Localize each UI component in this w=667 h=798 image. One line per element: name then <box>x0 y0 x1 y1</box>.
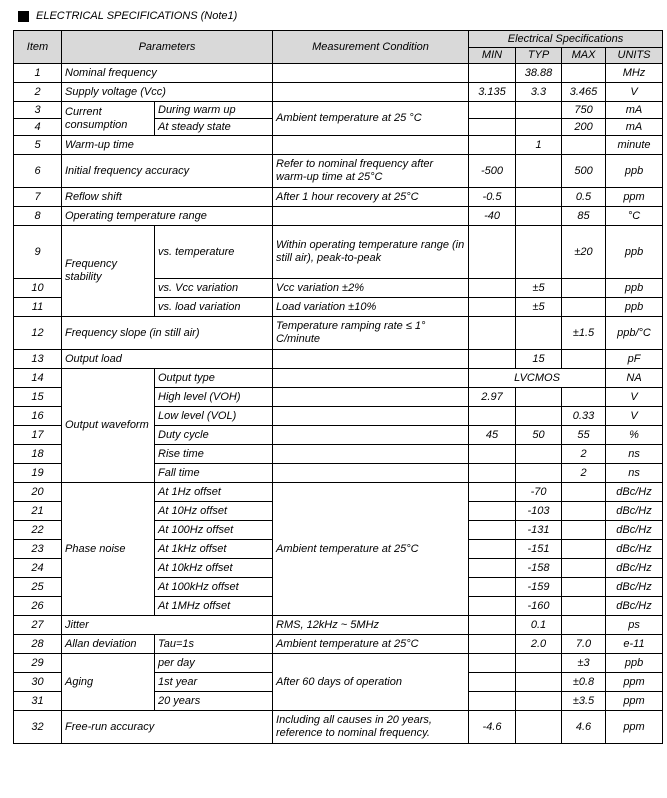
units-cell: dBc/Hz <box>606 597 663 616</box>
measurement-condition-cell: Ambient temperature at 25°C <box>273 483 469 616</box>
sub-parameter-cell: Rise time <box>155 445 273 464</box>
min-value-cell: 45 <box>469 426 516 445</box>
max-value-cell: ±3.5 <box>562 692 606 711</box>
max-value-cell <box>562 483 606 502</box>
units-cell: ppm <box>606 711 663 744</box>
typ-value-cell <box>516 388 562 407</box>
max-value-cell: ±0.8 <box>562 673 606 692</box>
units-cell: e-11 <box>606 635 663 654</box>
units-header: UNITS <box>606 48 663 64</box>
measurement-condition-cell: After 60 days of operation <box>273 654 469 711</box>
item-number-cell: 2 <box>14 83 62 102</box>
measurement-condition-cell <box>273 426 469 445</box>
item-number-cell: 21 <box>14 502 62 521</box>
item-header: Item <box>14 31 62 64</box>
item-number-cell: 1 <box>14 64 62 83</box>
measurement-condition-cell <box>273 407 469 426</box>
item-number-cell: 15 <box>14 388 62 407</box>
units-cell: ppb <box>606 155 663 188</box>
sub-parameter-cell: High level (VOH) <box>155 388 273 407</box>
measurement-condition-cell: Vcc variation ±2% <box>273 279 469 298</box>
typ-value-cell <box>516 207 562 226</box>
typ-value-cell: -70 <box>516 483 562 502</box>
sub-parameter-cell: At steady state <box>155 119 273 136</box>
sub-parameter-cell: per day <box>155 654 273 673</box>
table-row <box>14 616 663 635</box>
units-cell: ppb <box>606 298 663 317</box>
typ-value-cell <box>516 119 562 136</box>
sub-parameter-cell: At 10kHz offset <box>155 559 273 578</box>
typ-value-cell <box>516 673 562 692</box>
sub-parameter-cell: At 1Hz offset <box>155 483 273 502</box>
item-number-cell: 19 <box>14 464 62 483</box>
item-number-cell: 14 <box>14 369 62 388</box>
measurement-condition-cell: Ambient temperature at 25 °C <box>273 102 469 136</box>
typ-value-cell <box>516 711 562 744</box>
max-value-cell: 0.5 <box>562 188 606 207</box>
units-cell: dBc/Hz <box>606 578 663 597</box>
measurement-condition-cell <box>273 64 469 83</box>
item-number-cell: 20 <box>14 483 62 502</box>
parameters-header: Parameters <box>62 31 273 64</box>
min-value-cell <box>469 578 516 597</box>
table-row <box>14 635 663 654</box>
parameter-cell: Initial frequency accuracy <box>62 155 273 188</box>
max-value-cell: 4.6 <box>562 711 606 744</box>
max-value-cell <box>562 597 606 616</box>
typ-value-cell: -160 <box>516 597 562 616</box>
units-cell: NA <box>606 369 663 388</box>
min-value-cell: -40 <box>469 207 516 226</box>
parameter-cell: Jitter <box>62 616 273 635</box>
typ-value-cell <box>516 407 562 426</box>
min-value-cell <box>469 597 516 616</box>
max-value-cell <box>562 136 606 155</box>
min-value-cell: -500 <box>469 155 516 188</box>
sub-parameter-cell: vs. load variation <box>155 298 273 317</box>
units-cell: V <box>606 407 663 426</box>
typ-value-cell <box>516 464 562 483</box>
parameter-cell: Frequency slope (in still air) <box>62 317 273 350</box>
typ-value-cell: -159 <box>516 578 562 597</box>
max-value-cell <box>562 64 606 83</box>
sub-parameter-cell: 20 years <box>155 692 273 711</box>
measurement-condition-cell <box>273 136 469 155</box>
units-cell: ps <box>606 616 663 635</box>
typ-value-cell: 50 <box>516 426 562 445</box>
min-value-cell <box>469 654 516 673</box>
measurement-condition-cell: Temperature ramping rate ≤ 1° C/minute <box>273 317 469 350</box>
item-number-cell: 30 <box>14 673 62 692</box>
units-cell: ns <box>606 445 663 464</box>
min-value-cell <box>469 407 516 426</box>
sub-parameter-cell: At 100kHz offset <box>155 578 273 597</box>
table-row <box>14 155 663 188</box>
max-header: MAX <box>562 48 606 64</box>
measurement-condition-cell <box>273 207 469 226</box>
item-number-cell: 18 <box>14 445 62 464</box>
units-cell: dBc/Hz <box>606 502 663 521</box>
parameter-group-cell: Current consumption <box>62 102 155 136</box>
item-number-cell: 5 <box>14 136 62 155</box>
measurement-condition-cell: Including all causes in 20 years, reference to nominal frequency. <box>273 711 469 744</box>
item-number-cell: 13 <box>14 350 62 369</box>
max-value-cell <box>562 502 606 521</box>
min-value-cell <box>469 279 516 298</box>
electrical-specifications-table <box>13 30 663 744</box>
max-value-cell: 2 <box>562 464 606 483</box>
table-row <box>14 207 663 226</box>
sub-parameter-cell: During warm up <box>155 102 273 119</box>
sub-parameter-cell: At 100Hz offset <box>155 521 273 540</box>
max-value-cell <box>562 578 606 597</box>
max-value-cell: 2 <box>562 445 606 464</box>
measurement-condition-cell <box>273 350 469 369</box>
table-row <box>14 226 663 279</box>
units-cell: ppb <box>606 279 663 298</box>
typ-value-cell <box>516 654 562 673</box>
item-number-cell: 28 <box>14 635 62 654</box>
typ-value-cell <box>516 317 562 350</box>
max-value-cell: 0.33 <box>562 407 606 426</box>
measurement-condition-cell: Within operating temperature range (in still air), peak-to-peak <box>273 226 469 279</box>
table-row <box>14 350 663 369</box>
parameter-cell: Reflow shift <box>62 188 273 207</box>
typ-value-cell: 1 <box>516 136 562 155</box>
measurement-condition-cell: Load variation ±10% <box>273 298 469 317</box>
min-value-cell <box>469 673 516 692</box>
units-cell: ppb/°C <box>606 317 663 350</box>
item-number-cell: 29 <box>14 654 62 673</box>
item-number-cell: 7 <box>14 188 62 207</box>
units-cell: pF <box>606 350 663 369</box>
min-value-cell: -4.6 <box>469 711 516 744</box>
table-row <box>14 188 663 207</box>
measurement-condition-cell: After 1 hour recovery at 25°C <box>273 188 469 207</box>
units-cell: dBc/Hz <box>606 521 663 540</box>
typ-value-cell <box>516 692 562 711</box>
min-value-cell <box>469 64 516 83</box>
min-value-cell <box>469 350 516 369</box>
sub-parameter-cell: At 1MHz offset <box>155 597 273 616</box>
units-cell: ppb <box>606 654 663 673</box>
item-number-cell: 17 <box>14 426 62 445</box>
sub-parameter-cell: vs. Vcc variation <box>155 279 273 298</box>
sub-parameter-cell: Duty cycle <box>155 426 273 445</box>
typ-value-cell: 15 <box>516 350 562 369</box>
sub-parameter-cell: At 10Hz offset <box>155 502 273 521</box>
item-number-cell: 32 <box>14 711 62 744</box>
table-row <box>14 483 663 502</box>
section-title <box>18 8 237 24</box>
max-value-cell: 3.465 <box>562 83 606 102</box>
typ-value-cell: -131 <box>516 521 562 540</box>
typ-value-cell <box>516 155 562 188</box>
typ-value-cell <box>516 226 562 279</box>
typ-value-cell: ±5 <box>516 279 562 298</box>
max-value-cell: 500 <box>562 155 606 188</box>
item-number-cell: 26 <box>14 597 62 616</box>
electrical-specifications-header: Electrical Specifications <box>469 31 663 48</box>
units-cell: V <box>606 388 663 407</box>
typ-value-cell: -158 <box>516 559 562 578</box>
units-cell: ns <box>606 464 663 483</box>
max-value-cell <box>562 279 606 298</box>
units-cell: ppm <box>606 673 663 692</box>
units-cell: ppm <box>606 692 663 711</box>
sub-parameter-cell: Low level (VOL) <box>155 407 273 426</box>
parameter-group-cell: Allan deviation <box>62 635 155 654</box>
typ-value-cell: ±5 <box>516 298 562 317</box>
measurement-condition-cell <box>273 83 469 102</box>
min-value-cell: -0.5 <box>469 188 516 207</box>
table-row <box>14 136 663 155</box>
max-value-cell: 750 <box>562 102 606 119</box>
max-value-cell <box>562 559 606 578</box>
typ-value-cell <box>516 102 562 119</box>
item-number-cell: 25 <box>14 578 62 597</box>
sub-parameter-cell: 1st year <box>155 673 273 692</box>
max-value-cell: 85 <box>562 207 606 226</box>
units-cell: dBc/Hz <box>606 540 663 559</box>
min-value-cell <box>469 317 516 350</box>
min-value-cell <box>469 692 516 711</box>
min-value-cell <box>469 616 516 635</box>
item-number-cell: 3 <box>14 102 62 119</box>
min-value-cell <box>469 445 516 464</box>
parameter-cell: Operating temperature range <box>62 207 273 226</box>
header-row <box>14 31 663 48</box>
measurement-condition-cell: Ambient temperature at 25°C <box>273 635 469 654</box>
units-cell: % <box>606 426 663 445</box>
measurement-condition-cell <box>273 369 469 388</box>
max-value-cell <box>562 521 606 540</box>
typ-value-cell: 0.1 <box>516 616 562 635</box>
sub-parameter-cell: Tau=1s <box>155 635 273 654</box>
item-number-cell: 31 <box>14 692 62 711</box>
max-value-cell <box>562 298 606 317</box>
typ-value-cell: 2.0 <box>516 635 562 654</box>
min-value-cell <box>469 464 516 483</box>
measurement-condition-cell <box>273 445 469 464</box>
max-value-cell: 55 <box>562 426 606 445</box>
parameter-group-cell: Frequency stability <box>62 226 155 317</box>
max-value-cell: ±1.5 <box>562 317 606 350</box>
item-number-cell: 8 <box>14 207 62 226</box>
typ-value-cell: 38.88 <box>516 64 562 83</box>
units-cell: MHz <box>606 64 663 83</box>
units-cell: V <box>606 83 663 102</box>
table-body <box>14 64 663 744</box>
units-cell: dBc/Hz <box>606 559 663 578</box>
table-row <box>14 317 663 350</box>
max-value-cell: ±20 <box>562 226 606 279</box>
title-square-icon <box>18 11 29 22</box>
item-number-cell: 27 <box>14 616 62 635</box>
item-number-cell: 6 <box>14 155 62 188</box>
max-value-cell: 200 <box>562 119 606 136</box>
measurement-condition-header: Measurement Condition <box>273 31 469 64</box>
max-value-cell <box>562 616 606 635</box>
min-value-cell: 2.97 <box>469 388 516 407</box>
min-value-cell <box>469 102 516 119</box>
item-number-cell: 9 <box>14 226 62 279</box>
sub-parameter-cell: At 1kHz offset <box>155 540 273 559</box>
measurement-condition-cell: RMS, 12kHz ~ 5MHz <box>273 616 469 635</box>
min-value-cell <box>469 226 516 279</box>
min-value-cell <box>469 635 516 654</box>
table-row <box>14 102 663 119</box>
typ-value-cell: 3.3 <box>516 83 562 102</box>
parameter-cell: Output load <box>62 350 273 369</box>
parameter-cell: Supply voltage (Vcc) <box>62 83 273 102</box>
typ-value-cell: -151 <box>516 540 562 559</box>
table-row <box>14 654 663 673</box>
units-cell: mA <box>606 102 663 119</box>
parameter-cell: Warm-up time <box>62 136 273 155</box>
typ-value-cell <box>516 445 562 464</box>
measurement-condition-cell <box>273 388 469 407</box>
item-number-cell: 12 <box>14 317 62 350</box>
table-row <box>14 83 663 102</box>
min-value-cell <box>469 483 516 502</box>
parameter-group-cell: Output waveform <box>62 369 155 483</box>
item-number-cell: 10 <box>14 279 62 298</box>
item-number-cell: 23 <box>14 540 62 559</box>
item-number-cell: 4 <box>14 119 62 136</box>
table-row <box>14 711 663 744</box>
item-number-cell: 22 <box>14 521 62 540</box>
max-value-cell <box>562 350 606 369</box>
units-cell: dBc/Hz <box>606 483 663 502</box>
min-value-cell <box>469 559 516 578</box>
min-value-cell <box>469 119 516 136</box>
min-value-cell: 3.135 <box>469 83 516 102</box>
item-number-cell: 11 <box>14 298 62 317</box>
units-cell: °C <box>606 207 663 226</box>
table-row <box>14 369 663 388</box>
min-value-cell <box>469 540 516 559</box>
max-value-cell: ±3 <box>562 654 606 673</box>
section-title-text: ELECTRICAL SPECIFICATIONS (Note1) <box>36 10 238 22</box>
units-cell: ppm <box>606 188 663 207</box>
min-value-cell <box>469 298 516 317</box>
sub-parameter-cell: vs. temperature <box>155 226 273 279</box>
item-number-cell: 16 <box>14 407 62 426</box>
max-value-cell: 7.0 <box>562 635 606 654</box>
units-cell: minute <box>606 136 663 155</box>
measurement-condition-cell: Refer to nominal frequency after warm-up time at 25°C <box>273 155 469 188</box>
parameter-cell: Free-run accuracy <box>62 711 273 744</box>
sub-parameter-cell: Output type <box>155 369 273 388</box>
min-value-cell <box>469 136 516 155</box>
output-type-value-cell: LVCMOS <box>469 369 606 388</box>
max-value-cell <box>562 540 606 559</box>
sub-parameter-cell: Fall time <box>155 464 273 483</box>
min-value-cell <box>469 521 516 540</box>
units-cell: mA <box>606 119 663 136</box>
parameter-group-cell: Aging <box>62 654 155 711</box>
typ-header: TYP <box>516 48 562 64</box>
typ-value-cell: -103 <box>516 502 562 521</box>
max-value-cell <box>562 388 606 407</box>
parameter-cell: Nominal frequency <box>62 64 273 83</box>
table-row <box>14 64 663 83</box>
units-cell: ppb <box>606 226 663 279</box>
min-value-cell <box>469 502 516 521</box>
parameter-group-cell: Phase noise <box>62 483 155 616</box>
item-number-cell: 24 <box>14 559 62 578</box>
typ-value-cell <box>516 188 562 207</box>
measurement-condition-cell <box>273 464 469 483</box>
min-header: MIN <box>469 48 516 64</box>
